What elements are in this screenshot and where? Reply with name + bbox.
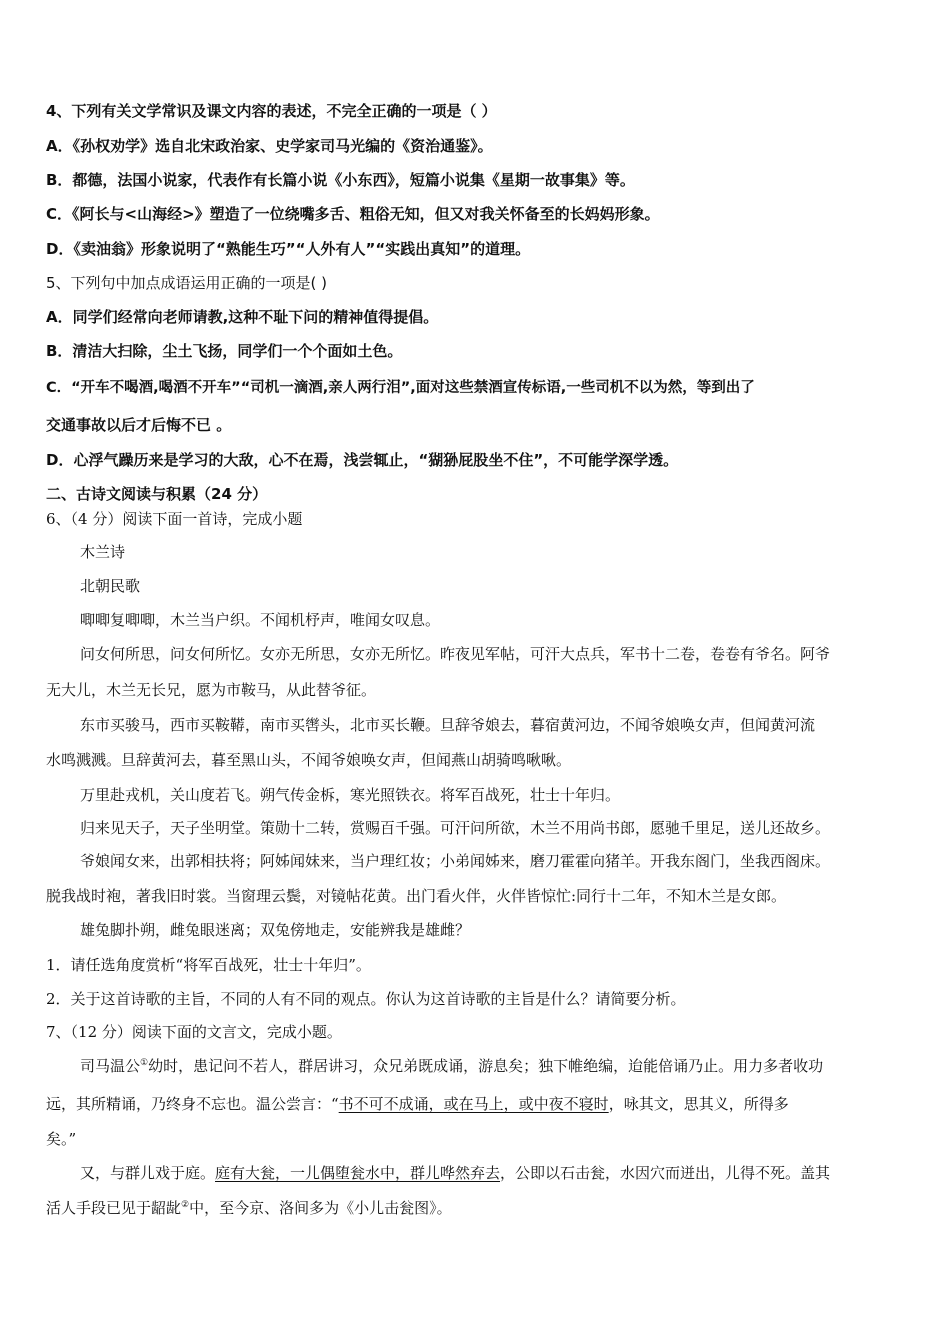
poem-author: 北朝民歌 [80, 577, 141, 595]
poem-line: 唧唧复唧唧，木兰当户织。不闻机杼声，唯闻女叹息。 [80, 611, 441, 629]
footnote-marker: ② [181, 1200, 190, 1210]
q5-option-d: D．心浮气躁历来是学习的大敌，心不在焉，浅尝辄止，“猢狲屁股坐不住”，不可能学深学透。 [46, 451, 679, 469]
passage-text: ，公即以石击瓮，水因穴而迸出，儿得不死。盖其 [500, 1164, 831, 1182]
passage-text: 远，其所精诵，乃终身不忘也。温公尝言：“ [46, 1095, 339, 1113]
poem-line: 脱我战时袍，著我旧时裳。当窗理云鬓，对镜帖花黄。出门看火伴，火伴皆惊忙:同行十二年，不知木兰是女郎。 [46, 887, 787, 905]
q5-option-c-line2: 交通事故以后才后悔不已 。 [46, 416, 232, 434]
q4-option-a: A．《孙权劝学》选自北宋政治家、史学家司马光编的《资治通鉴》。 [46, 137, 493, 155]
passage-text: 活人手段已见于龆龀 [46, 1199, 182, 1217]
underlined-sentence: 书不可不成诵，或在马上，或中夜不寝时 [338, 1095, 609, 1113]
poem-line: 雄兔脚扑朔，雌兔眼迷离；双兔傍地走，安能辨我是雄雌？ [80, 921, 471, 939]
poem-line: 问女何所思，问女何所忆。女亦无所思，女亦无所忆。昨夜见军帖，可汗大点兵，军书十二卷，卷卷有爷名。阿爷 [80, 645, 831, 663]
q7-passage-1-line-1 [80, 1056, 823, 1076]
passage-text: ，咏其文，思其义，所得多 [608, 1095, 789, 1113]
poem-line: 东市买骏马，西市买鞍鞯，南市买辔头，北市买长鞭。旦辞爷娘去，暮宿黄河边，不闻爷娘唤女声，但闻黄河流 [80, 716, 816, 734]
q4-stem: 4、下列有关文学常识及课文内容的表述，不完全正确的一项是（ ） [46, 102, 497, 120]
poem-line: 无大儿，木兰无长兄，愿为市鞍马，从此替爷征。 [46, 681, 377, 699]
poem-title: 木兰诗 [80, 543, 126, 561]
q7-passage-2-line-2 [46, 1198, 452, 1218]
q4-option-c: C．《阿长与<山海经>》塑造了一位绕嘴多舌、粗俗无知，但又对我关怀备至的长妈妈形象。 [46, 205, 660, 223]
q5-stem: 5、下列句中加点成语运用正确的一项是( ) [46, 274, 328, 292]
q4-option-b: B．都德，法国小说家，代表作有长篇小说《小东西》，短篇小说集《星期一故事集》等。 [46, 171, 635, 189]
section2-title: 二、古诗文阅读与积累（24 分） [46, 485, 268, 503]
poem-line: 水鸣溅溅。旦辞黄河去，暮至黑山头，不闻爷娘唤女声，但闻燕山胡骑鸣啾啾。 [46, 751, 572, 769]
poem-line: 爷娘闻女来，出郭相扶将；阿姊闻妹来，当户理红妆；小弟闻姊来，磨刀霍霍向猪羊。开我东阁门，坐我西阁床。 [80, 852, 831, 870]
q7-passage-2-line-1 [80, 1163, 830, 1183]
q7-passage-1-line-3: 矣。” [46, 1130, 77, 1148]
q6-subquestion-2: 2．关于这首诗歌的主旨，不同的人有不同的观点。你认为这首诗歌的主旨是什么？请简要分析。 [46, 990, 686, 1008]
q5-option-b: B．清洁大扫除，尘土飞扬，同学们一个个面如土色。 [46, 342, 403, 360]
passage-text: 又，与群儿戏于庭。 [80, 1164, 216, 1182]
q5-option-c-line1: C．“开车不喝酒,喝酒不开车”“司机一滴酒,亲人两行泪”,面对这些禁酒宣传标语,一些司机不以为然，等到出了 [46, 380, 755, 396]
passage-text: 司马温公 [80, 1057, 141, 1075]
poem-line: 万里赴戎机，关山度若飞。朔气传金柝，寒光照铁衣。将军百战死，壮士十年归。 [80, 786, 621, 804]
q4-option-d: D．《卖油翁》形象说明了“熟能生巧”“人外有人”“实践出真知”的道理。 [46, 240, 531, 258]
q6-subquestion-1: 1．请任选角度赏析“将军百战死，壮士十年归”。 [46, 956, 371, 974]
q7-passage-1-line-2 [46, 1094, 789, 1114]
passage-text: 幼时，患记问不若人，群居讲习，众兄弟既成诵，游息矣；独下帷绝编，迨能倍诵乃止。用力多者收功 [148, 1057, 824, 1075]
passage-text: 中，至今京、洛间多为《小儿击瓮图》。 [189, 1199, 452, 1217]
q7-stem: 7、（12 分）阅读下面的文言文，完成小题。 [46, 1023, 342, 1041]
poem-line: 归来见天子，天子坐明堂。策勋十二转，赏赐百千强。可汗问所欲，木兰不用尚书郎，愿驰千里足，送儿还故乡。 [80, 819, 831, 837]
q6-stem: 6、（4 分）阅读下面一首诗，完成小题 [46, 510, 303, 528]
underlined-sentence: 庭有大瓮，一儿偶堕瓮水中，群儿哗然弃去 [215, 1164, 501, 1182]
q5-option-a: A．同学们经常向老师请教,这种不耻下问的精神值得提倡。 [46, 308, 439, 326]
footnote-marker: ① [140, 1058, 149, 1068]
